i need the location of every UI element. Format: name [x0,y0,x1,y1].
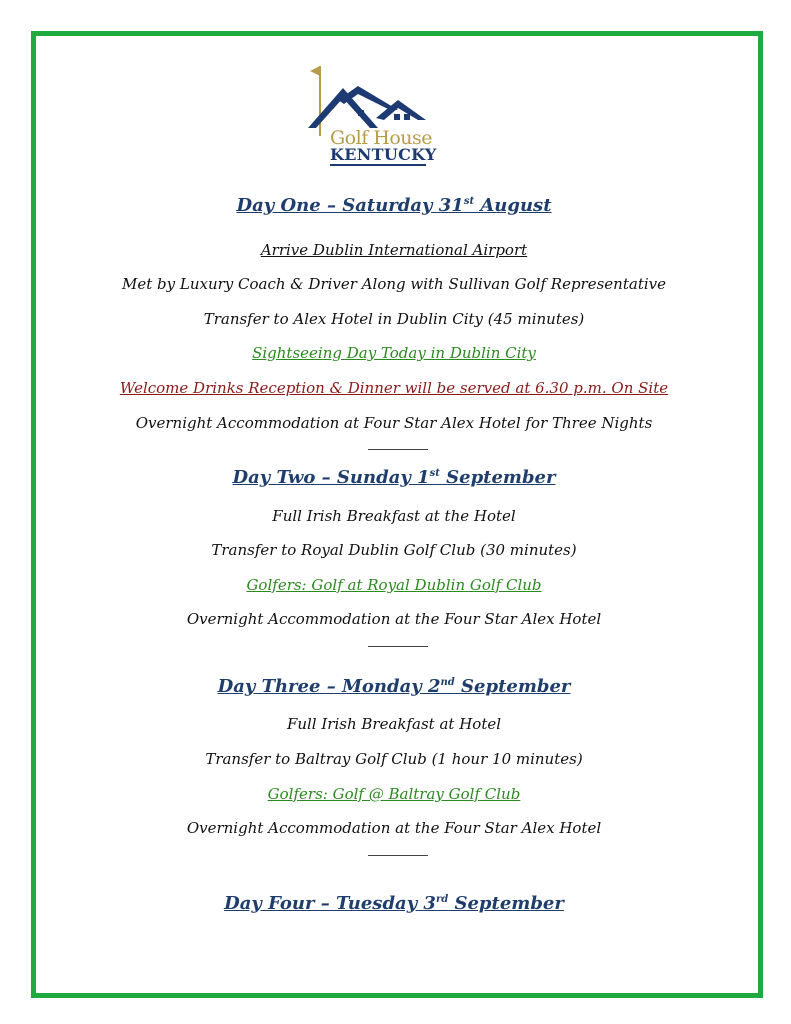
day-one-item: Overnight Accommodation at Four Star Alex Hotel for Three Nights [135,414,653,432]
day-one-heading: Day One – Saturday 31st August [236,195,552,216]
day-one-item: Arrive Dublin International Airport [260,241,528,259]
house-flag-icon [298,58,428,138]
golf-house-kentucky-logo [298,58,437,178]
separator [368,646,428,647]
day-one-item: Welcome Drinks Reception & Dinner will be served at 6.30 p.m. On Site [119,379,669,397]
day-two-item: Full Irish Breakfast at the Hotel [272,507,516,525]
logo-text-golf-house: Golf House [330,127,433,149]
day-three-item: Golfers: Golf @ Baltray Golf Club [267,785,521,803]
day-two-item: Transfer to Royal Dublin Golf Club (30 minutes) [211,541,577,559]
day-one-item: Sightseeing Day Today in Dublin City [252,344,536,362]
logo-underline [330,164,426,166]
day-four-heading: Day Four – Tuesday 3rd September [224,893,564,914]
logo-text-kentucky: KENTUCKY [330,145,437,164]
day-three-item: Overnight Accommodation at the Four Star Alex Hotel [186,819,602,837]
separator [368,855,428,856]
day-one-item: Transfer to Alex Hotel in Dublin City (45 minutes) [203,310,585,328]
separator [368,449,428,450]
day-two-item: Overnight Accommodation at the Four Star Alex Hotel [186,610,602,628]
day-two-item: Golfers: Golf at Royal Dublin Golf Club [246,576,542,594]
day-three-heading: Day Three – Monday 2nd September [217,676,571,697]
day-one-item: Met by Luxury Coach & Driver Along with Sullivan Golf Representative [121,275,666,293]
day-three-item: Transfer to Baltray Golf Club (1 hour 10 minutes) [205,750,583,768]
day-three-item: Full Irish Breakfast at Hotel [286,715,502,733]
day-two-heading: Day Two – Sunday 1st September [232,467,556,488]
